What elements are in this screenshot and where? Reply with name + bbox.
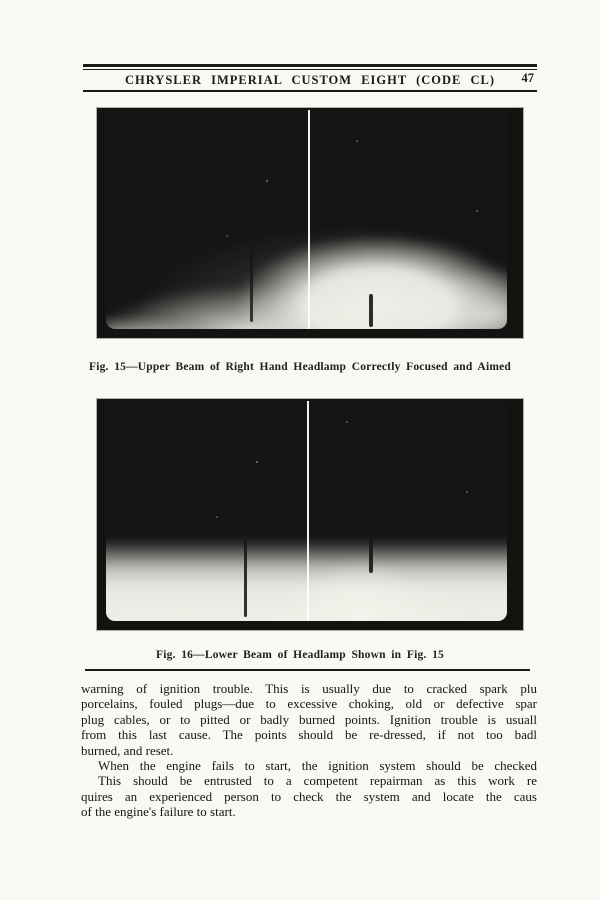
upper-beam-glow: [106, 110, 507, 329]
figure-16-photo: [97, 399, 523, 630]
aiming-mark-right: [369, 522, 373, 573]
header-under-rule: [83, 90, 537, 92]
body-line: This should be entrusted to a competent repairman as this work re: [98, 773, 537, 789]
figure-15-photo-frame: [106, 110, 507, 329]
aiming-center-line: [307, 401, 309, 621]
header-double-rule-thick: [83, 64, 537, 67]
aiming-mark-left: [244, 540, 247, 617]
photo-dust-specks: [256, 461, 258, 463]
page-title: CHRYSLER IMPERIAL CUSTOM EIGHT (CODE CL): [124, 73, 496, 87]
photo-dust-specks: [266, 180, 268, 182]
figure-16-caption: Fig. 16—Lower Beam of Headlamp Shown in Fig. 15: [156, 649, 444, 661]
aiming-mark-left: [250, 244, 253, 323]
body-line: quires an experienced person to check the system and locate the caus: [81, 788, 537, 804]
aiming-center-line: [308, 110, 310, 329]
page-number: 47: [521, 71, 534, 85]
section-divider-rule: [85, 669, 530, 671]
page-header: [83, 71, 537, 88]
figure-15-caption: Fig. 15—Upper Beam of Right Hand Headlamp Correctly Focused and Aimed: [88, 361, 512, 373]
body-line: plug cables, or to pitted or badly burned points. Ignition trouble is usuall: [81, 711, 537, 727]
body-line: porcelains, fouled plugs—due to excessive choking, old or defective spar: [81, 696, 537, 712]
body-line: warning of ignition trouble. This is usually due to cracked spark plu: [81, 681, 537, 696]
figure-16-photo-frame: [106, 401, 507, 621]
body-line: of the engine's failure to start.: [81, 804, 236, 820]
body-text: [81, 681, 537, 820]
figure-15-photo: [97, 108, 523, 338]
body-line: burned, and reset.: [81, 742, 174, 758]
body-line: from this last cause. The points should be re-dressed, if not too badl: [81, 727, 537, 743]
body-line: When the engine fails to start, the ignition system should be checked: [98, 758, 537, 774]
aiming-mark-right: [369, 294, 373, 327]
header-double-rule-thin: [83, 69, 537, 70]
